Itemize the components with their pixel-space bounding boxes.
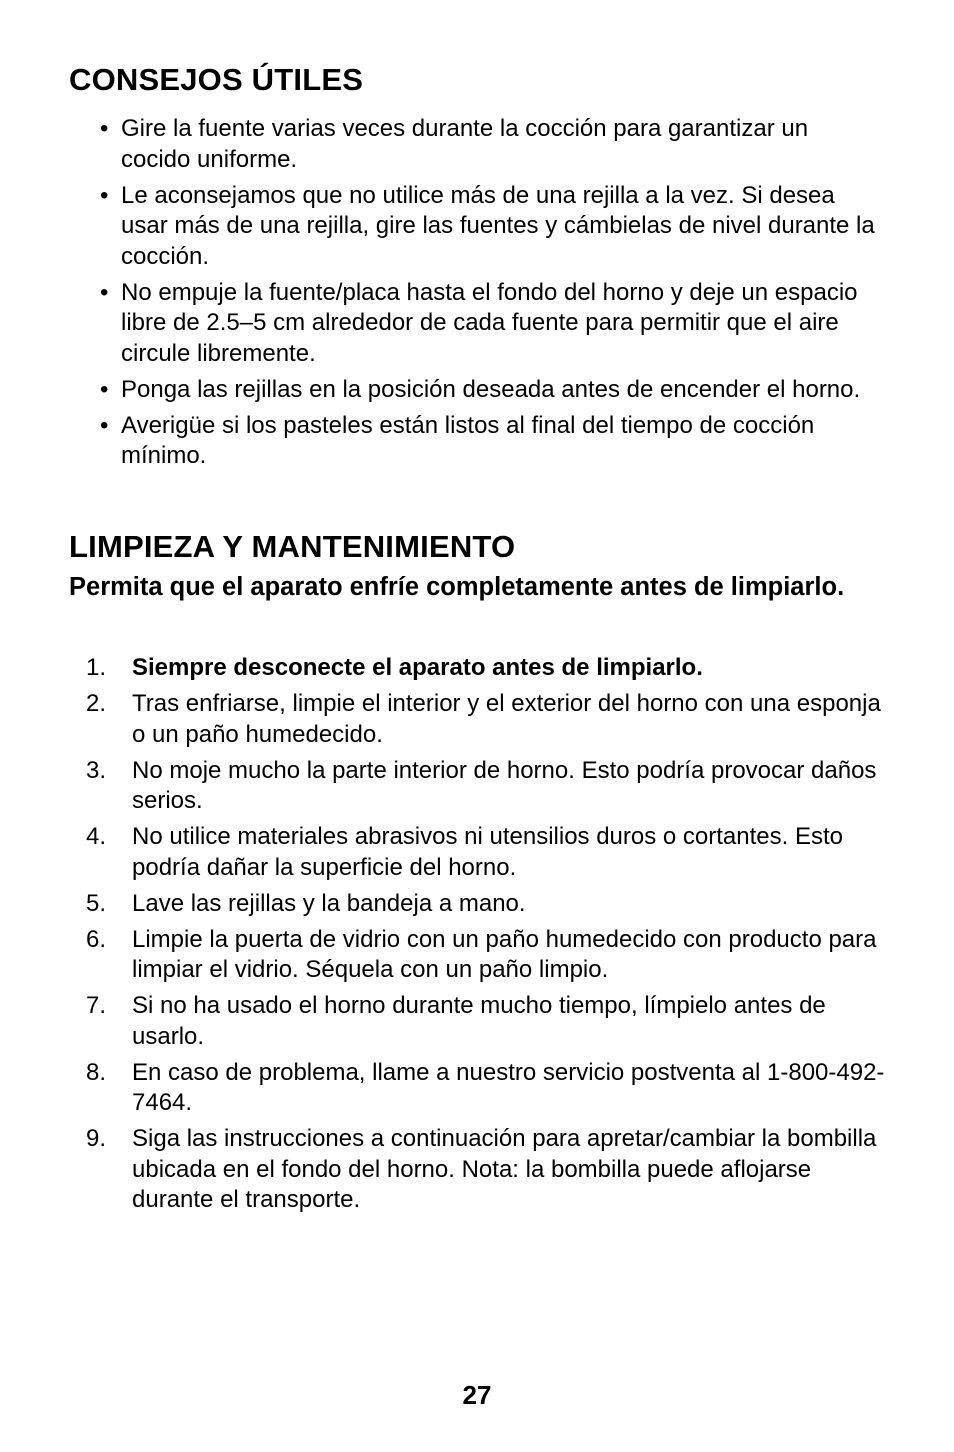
step-item	[86, 1058, 886, 1119]
tip-text: Averigüe si los pasteles están listos al final del tiempo de cocción mínimo.	[121, 411, 815, 469]
step-item	[86, 991, 886, 1052]
step-number: 1.	[86, 654, 107, 681]
step-text: Lave las rejillas y la bandeja a mano.	[132, 889, 526, 917]
step-number: 6.	[86, 925, 107, 953]
tip-item	[100, 114, 880, 175]
tips-heading: CONSEJOS ÚTILES	[69, 62, 364, 97]
step-text: Siempre desconecte el aparato antes de limpiarlo.	[132, 654, 703, 681]
step-item	[86, 756, 886, 817]
step-item	[86, 1124, 886, 1216]
cleaning-intro: Permita que el aparato enfríe completamente antes de limpiarlo.	[69, 573, 845, 601]
tips-list	[100, 114, 880, 477]
step-text: No moje mucho la parte interior de horno. Esto podría provocar daños serios.	[132, 756, 877, 814]
step-number: 5.	[86, 889, 107, 917]
tip-text: Le aconsejamos que no utilice más de una rejilla a la vez. Si desea usar más de una rejilla, gire las fuentes y cámbielas de nivel durante la cocción.	[121, 181, 875, 270]
tip-item	[100, 375, 880, 406]
bullet-icon: •	[100, 115, 109, 142]
step-number: 8.	[86, 1058, 107, 1086]
step-item	[86, 653, 886, 684]
page-number: 27	[462, 1380, 492, 1410]
step-text: No utilice materiales abrasivos ni utensilios duros o cortantes. Esto podría dañar la superficie del horno.	[132, 823, 843, 881]
tip-text: No empuje la fuente/placa hasta el fondo del horno y deje un espacio libre de 2.5–5 cm alrededor de cada fuente para permitir que el aire circule libremente.	[121, 278, 858, 367]
step-text: Siga las instrucciones a continuación para apretar/cambiar la bombilla ubicada en el fondo del horno. Nota: la bombilla puede aflojarse durante el transporte.	[132, 1125, 877, 1213]
step-number: 3.	[86, 756, 107, 784]
cleaning-heading: LIMPIEZA Y MANTENIMIENTO	[69, 529, 516, 564]
step-item	[86, 689, 886, 750]
step-number: 4.	[86, 823, 107, 850]
bullet-icon: •	[100, 411, 109, 439]
bullet-icon: •	[100, 375, 109, 403]
step-text: Tras enfriarse, limpie el interior y el exterior del horno con una esponja o un paño humedecido.	[132, 690, 881, 748]
step-item	[86, 925, 886, 986]
step-text: En caso de problema, llame a nuestro servicio postventa al 1-800-492-7464.	[132, 1058, 885, 1116]
step-item	[86, 889, 886, 920]
tip-item	[100, 181, 880, 273]
tip-text: Gire la fuente varias veces durante la cocción para garantizar un cocido uniforme.	[121, 115, 809, 173]
bullet-icon: •	[100, 278, 109, 306]
tip-item	[100, 411, 880, 472]
tip-text: Ponga las rejillas en la posición deseada antes de encender el horno.	[121, 375, 861, 403]
step-number: 7.	[86, 992, 107, 1019]
step-number: 9.	[86, 1125, 107, 1152]
step-number: 2.	[86, 690, 107, 717]
step-text: Limpie la puerta de vidrio con un paño humedecido con producto para limpiar el vidrio. Séquela con un paño limpio.	[132, 925, 877, 983]
step-text: Si no ha usado el horno durante mucho tiempo, límpielo antes de usarlo.	[132, 992, 826, 1050]
cleaning-steps-list	[86, 653, 886, 1221]
step-item	[86, 822, 886, 883]
tip-item	[100, 278, 880, 370]
bullet-icon: •	[100, 181, 109, 209]
